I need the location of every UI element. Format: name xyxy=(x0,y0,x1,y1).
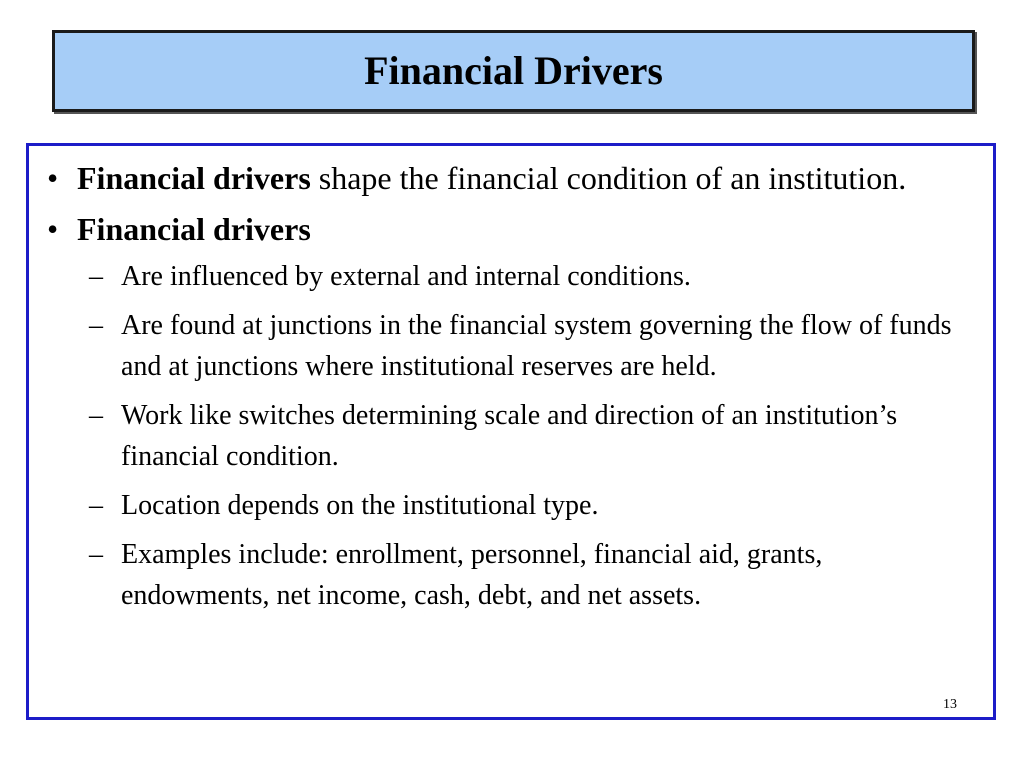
bullet-bold-text: Financial drivers xyxy=(77,160,311,196)
bullet-bold-text: Financial drivers xyxy=(77,211,311,247)
sub-bullet-text: Examples include: enrollment, personnel, financial aid, grants, endowments, net income, cash, debt, and net assets. xyxy=(121,539,823,611)
dash-marker: – xyxy=(89,261,103,292)
bullet-text: shape the financial condition of an institution. xyxy=(310,160,907,196)
dash-marker: – xyxy=(89,490,103,521)
content-box xyxy=(26,143,996,720)
sub-bullet-item xyxy=(29,485,993,526)
sub-bullet-item xyxy=(29,395,993,477)
dash-marker: – xyxy=(89,400,103,431)
bullet-marker: • xyxy=(47,160,59,196)
sub-bullet-text: Are influenced by external and internal conditions. xyxy=(121,261,691,292)
dash-marker: – xyxy=(89,539,103,570)
bullet-marker: • xyxy=(47,211,59,247)
dash-marker: – xyxy=(89,310,103,341)
bullet-item xyxy=(29,158,993,199)
sub-bullet-text: Work like switches determining scale and direction of an institution’s financial condition. xyxy=(121,400,898,472)
sub-bullet-item xyxy=(29,305,993,387)
slide-title: Financial Drivers xyxy=(364,48,663,93)
bullet-item xyxy=(29,209,993,250)
sub-bullet-group xyxy=(29,256,993,616)
sub-bullet-item xyxy=(29,534,993,616)
sub-bullet-text: Location depends on the institutional type. xyxy=(121,490,599,521)
sub-bullet-text: Are found at junctions in the financial system governing the flow of funds and at junctions where institutional reserves are held. xyxy=(121,310,952,382)
bullet-list xyxy=(29,158,993,624)
sub-bullet-item xyxy=(29,256,993,297)
slide-title-box xyxy=(52,30,975,112)
sub-bullet-list xyxy=(29,256,993,616)
page-number: 13 xyxy=(943,697,957,712)
